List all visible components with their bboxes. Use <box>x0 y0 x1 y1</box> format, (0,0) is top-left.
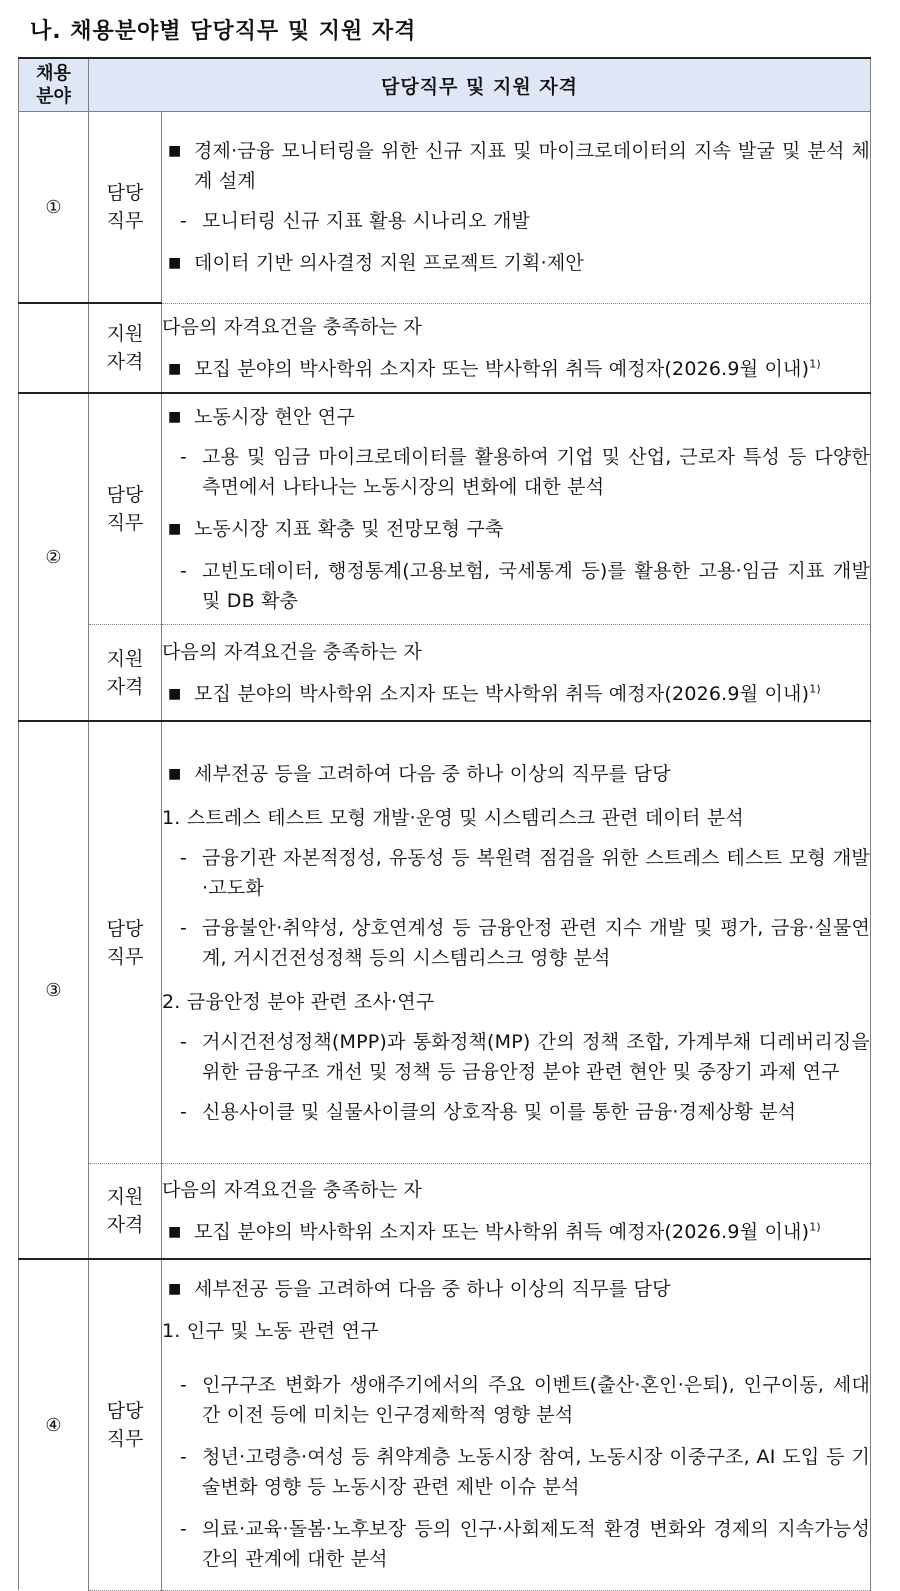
duty-subitem: - 금융기관 자본적정성, 유동성 등 복원력 점검을 위한 스트레스 테스트 모형 개발·고도화 <box>162 843 870 903</box>
label-line: 직무 <box>106 945 144 968</box>
duty-subitem: - 고용 및 임금 마이크로데이터를 활용하여 기업 및 산업, 근로자 특성 등 다양한 측면에서 나타나는 노동시장의 변화에 대한 분석 <box>162 442 870 502</box>
qualification-content-cell <box>162 1164 871 1260</box>
duty-content-cell <box>162 1259 871 1590</box>
qualification-intro: 다음의 자격요건을 충족하는 자 <box>162 315 422 338</box>
label-line: 직무 <box>106 1427 144 1450</box>
footnote-mark: 1) <box>809 357 821 371</box>
field-number: ① <box>45 196 62 218</box>
square-bullet-icon: ■ <box>168 765 182 782</box>
duty-subitem: - 고빈도데이터, 행정통계(고용보험, 국세통계 등)를 활용한 고용·임금 지표 개발 및 DB 확충 <box>162 556 870 616</box>
footnote-mark: 1) <box>809 1220 821 1234</box>
square-bullet-icon: ■ <box>168 409 182 425</box>
label-line: 지원 <box>106 647 144 670</box>
header-field-line: 채용 <box>36 63 71 84</box>
qualification-content-cell <box>162 625 871 722</box>
qualification-item: ■ 모집 분야의 박사학위 소지자 또는 박사학위 취득 예정자(2026.9월 이내)$^{1)}$ <box>162 1217 870 1247</box>
header-main-cell <box>89 58 871 112</box>
duty-numbered-item: 1. 스트레스 테스트 모형 개발·운영 및 시스템리스크 관련 데이터 분석 <box>162 806 744 829</box>
label-line: 담당 <box>106 182 144 204</box>
field-number: ③ <box>45 979 62 1001</box>
qualification-item: ■ 모집 분야의 박사학위 소지자 또는 박사학위 취득 예정자(2026.9월 이내)$^{1)}$ <box>162 679 870 709</box>
duty-label-cell <box>89 112 162 304</box>
field-number-cell <box>19 112 89 304</box>
duty-item: ■ 노동시장 지표 확충 및 전망모형 구축 <box>162 514 870 544</box>
label-line: 담당 <box>106 917 144 940</box>
duty-subitem: - 의료·교육·돌봄·노후보장 등의 인구·사회제도적 환경 변화와 경제의 지속가능성 간의 관계에 대한 분석 <box>162 1514 870 1574</box>
dash-icon: - <box>180 1100 188 1123</box>
qualification-label-cell <box>89 1164 162 1260</box>
duty-item: ■ 데이터 기반 의사결정 지원 프로젝트 기획·제안 <box>162 248 870 278</box>
qualification-intro: 다음의 자격요건을 충족하는 자 <box>162 640 422 663</box>
table-row <box>19 1164 871 1260</box>
table-row <box>19 303 871 393</box>
label-line: 지원 <box>106 1186 144 1208</box>
dash-icon: - <box>180 846 188 869</box>
header-field-label <box>19 62 88 108</box>
duty-label-cell <box>89 721 162 1164</box>
duty-content-cell <box>162 112 871 304</box>
label-line: 자격 <box>106 1214 144 1236</box>
duty-label-cell <box>89 1259 162 1590</box>
duty-content-cell <box>162 721 871 1164</box>
label-line: 자격 <box>106 351 144 373</box>
qualification-label <box>89 645 161 701</box>
duty-label <box>89 481 161 537</box>
square-bullet-icon: ■ <box>168 255 182 272</box>
duty-item: ■ 노동시장 현안 연구 <box>162 402 870 432</box>
duty-label <box>89 1397 161 1453</box>
label-line: 직무 <box>106 512 144 534</box>
qualification-label-cell <box>89 625 162 722</box>
label-line: 지원 <box>106 323 144 345</box>
table-row <box>19 112 871 304</box>
table-header-row <box>19 58 871 112</box>
header-main-label: 담당직무 및 지원 자격 <box>380 75 579 98</box>
duty-content-cell <box>162 393 871 625</box>
field-number-cell <box>19 721 89 1259</box>
dash-icon: - <box>180 446 188 468</box>
duty-subitem: - 인구구조 변화가 생애주기에서의 주요 이벤트(출산·혼인·은퇴), 인구이동, 세대간 이전 등에 미치는 인구경제학적 영향 분석 <box>162 1370 870 1430</box>
duty-subitem: - 금융불안·취약성, 상호연계성 등 금융안정 관련 지수 개발 및 평가, 금융·실물연계, 거시건전성정책 등의 시스템리스크 영향 분석 <box>162 913 870 973</box>
table-row <box>19 1259 871 1590</box>
duty-item: ■ 경제·금융 모니터링을 위한 신규 지표 및 마이크로데이터의 지속 발굴 및 분석 체계 설계 <box>162 136 870 196</box>
label-line: 자격 <box>106 675 144 698</box>
field-number-cell-empty <box>19 303 89 393</box>
qualification-label <box>89 1183 161 1239</box>
label-line: 담당 <box>106 1399 144 1422</box>
table-row <box>19 625 871 722</box>
dash-icon: - <box>180 1517 188 1540</box>
duty-item: ■ 세부전공 등을 고려하여 다음 중 하나 이상의 직무를 담당 <box>162 1274 870 1304</box>
square-bullet-icon: ■ <box>168 1224 182 1240</box>
qualification-item: ■ 모집 분야의 박사학위 소지자 또는 박사학위 취득 예정자(2026.9월 이내)$^{1)}$ <box>162 354 870 384</box>
qualification-label-cell <box>89 303 162 393</box>
table-row <box>19 393 871 625</box>
square-bullet-icon: ■ <box>168 685 182 702</box>
footnote-mark: 1) <box>809 682 821 696</box>
field-number-cell <box>19 393 89 721</box>
square-bullet-icon: ■ <box>168 360 182 377</box>
qualification-label <box>89 320 161 376</box>
table-row <box>19 721 871 1164</box>
duty-item: ■ 세부전공 등을 고려하여 다음 중 하나 이상의 직무를 담당 <box>162 759 870 789</box>
dash-icon: - <box>180 916 188 939</box>
qualification-intro: 다음의 자격요건을 충족하는 자 <box>162 1179 422 1201</box>
duty-numbered-item: 1. 인구 및 노동 관련 연구 <box>162 1319 379 1342</box>
dash-icon: - <box>180 1030 188 1053</box>
label-line: 담당 <box>106 484 144 506</box>
requirements-table <box>18 57 871 1591</box>
duty-label <box>89 915 161 971</box>
square-bullet-icon: ■ <box>168 143 182 160</box>
dash-icon: - <box>180 210 188 233</box>
duty-numbered-item: 2. 금융안정 분야 관련 조사·연구 <box>162 990 435 1013</box>
dash-icon: - <box>180 1445 188 1468</box>
duty-subitem: - 모니터링 신규 지표 활용 시나리오 개발 <box>162 206 870 236</box>
section-heading: 나. 채용분야별 담당직무 및 지원 자격 <box>30 19 417 44</box>
square-bullet-icon: ■ <box>168 1280 182 1297</box>
duty-label <box>89 179 161 235</box>
dash-icon: - <box>180 560 188 582</box>
qualification-content-cell <box>162 303 871 393</box>
dash-icon: - <box>180 1373 188 1396</box>
header-field-line: 분야 <box>36 86 71 107</box>
square-bullet-icon: ■ <box>168 521 182 537</box>
field-number: ④ <box>45 1414 62 1436</box>
duty-subitem: - 거시건전성정책(MPP)과 통화정책(MP) 간의 정책 조합, 가계부채 디레버리징을 위한 금융구조 개선 및 정책 등 금융안정 분야 관련 현안 및 중장기 과제 연구 <box>162 1027 870 1087</box>
field-number-cell <box>19 1259 89 1590</box>
duty-subitem: - 청년·고령층·여성 등 취약계층 노동시장 참여, 노동시장 이중구조, AI 도입 등 기술변화 영향 등 노동시장 관련 제반 이슈 분석 <box>162 1442 870 1502</box>
field-number: ② <box>45 546 62 568</box>
duty-subitem: - 신용사이클 및 실물사이클의 상호작용 및 이를 통한 금융·경제상황 분석 <box>162 1097 870 1127</box>
duty-label-cell <box>89 393 162 625</box>
label-line: 직무 <box>106 210 144 232</box>
header-field-cell <box>19 58 89 112</box>
